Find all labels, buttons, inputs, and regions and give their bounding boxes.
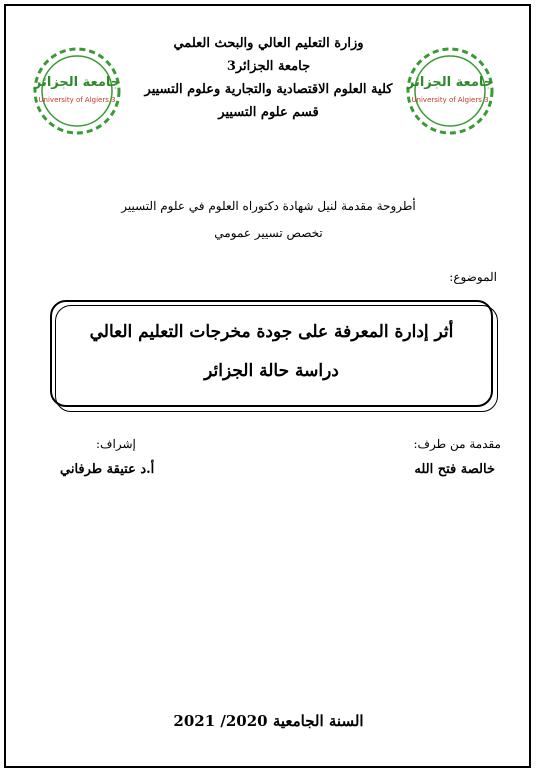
thesis-description-block	[60, 193, 477, 247]
logo-english-text-left: University of Algiers 3	[38, 96, 116, 104]
institution-header	[130, 32, 407, 124]
supervisor-label: إشراف:	[96, 437, 136, 451]
logo-english-text-right: University of Algiers 3	[411, 96, 489, 104]
presented-by-label: مقدمة من طرف:	[413, 437, 501, 451]
university-seal-icon	[405, 46, 495, 136]
author-name: خالصة فتح الله	[414, 462, 495, 477]
title-box	[50, 300, 493, 407]
academic-year: السنة الجامعية 2020/ 2021	[173, 712, 364, 730]
logo-arabic-text-left: جامعة الجزائر	[33, 75, 121, 90]
supervisor-name: أ.د عتيقة طرفاني	[60, 462, 155, 477]
thesis-title: أثر إدارة المعرفة على جودة مخرجات التعليم العالي	[89, 322, 454, 342]
ministry-name: وزارة التعليم العالي والبحث العلمي	[173, 36, 364, 51]
university-logo-right	[405, 46, 495, 136]
thesis-subtitle: دراسة حالة الجزائر	[204, 361, 339, 381]
faculty-name: كلية العلوم الاقتصادية والتجارية وعلوم التسيير	[144, 82, 393, 97]
university-seal-icon	[32, 46, 122, 136]
university-name: جامعة الجزائر3	[226, 59, 311, 74]
subject-label: الموضوع:	[449, 270, 497, 284]
university-logo-left	[32, 46, 122, 136]
thesis-description: أطروحة مقدمة لنيل شهادة دكتوراه العلوم في علوم التسيير	[121, 199, 416, 213]
thesis-specialty: تخصص تسيير عمومي	[214, 226, 323, 240]
logo-arabic-text-right: جامعة الجزائر	[406, 75, 494, 90]
department-name: قسم علوم التسيير	[218, 105, 319, 120]
